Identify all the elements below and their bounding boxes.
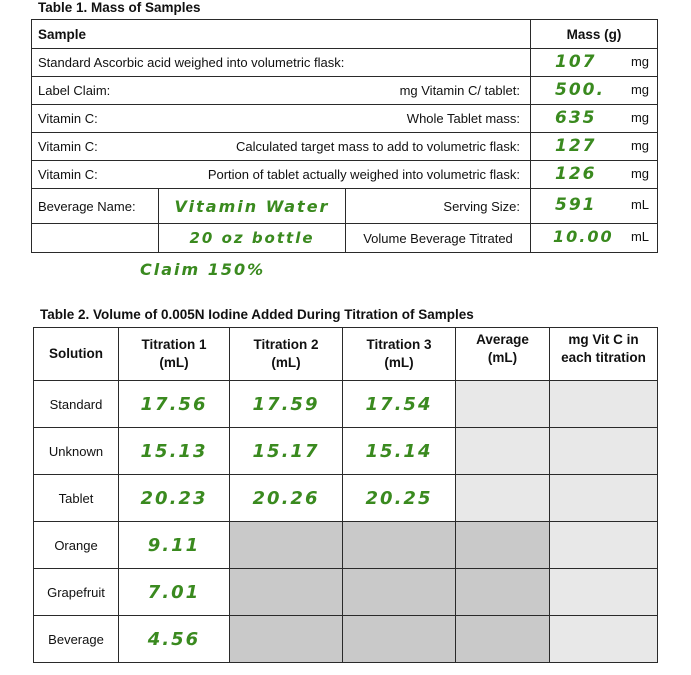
row-label: Vitamin C: xyxy=(32,133,159,161)
mg-vit-c-cell[interactable] xyxy=(550,522,658,569)
titration-3-cell-shaded xyxy=(343,522,456,569)
mass-unit: mg xyxy=(630,82,649,97)
header-average: Average (mL) xyxy=(456,328,550,381)
table1-row xyxy=(32,49,658,77)
table-row-orange xyxy=(34,522,658,569)
average-cell[interactable] xyxy=(456,428,550,475)
volume-titrated-label: Volume Beverage Titrated xyxy=(346,224,531,253)
titration-3-cell[interactable]: 20.25 xyxy=(343,475,456,522)
average-cell-shaded xyxy=(456,569,550,616)
table1-row xyxy=(32,77,658,105)
titration-1-cell[interactable]: 9.11 xyxy=(119,522,230,569)
titration-2-cell[interactable]: 15.17 xyxy=(230,428,343,475)
volume-titrated-cell[interactable] xyxy=(531,224,658,253)
titration-1-cell[interactable]: 7.01 xyxy=(119,569,230,616)
mass-unit: mg xyxy=(630,166,649,181)
row-label: Vitamin C: xyxy=(32,105,159,133)
mass-unit: mg xyxy=(630,138,649,153)
titration-1-cell[interactable]: 15.13 xyxy=(119,428,230,475)
beverage-name-line2-cell[interactable] xyxy=(159,224,346,253)
titration-volume-table xyxy=(33,327,658,663)
row-label: Label Claim: xyxy=(32,77,159,105)
titration-2-cell[interactable]: 17.59 xyxy=(230,381,343,428)
header-titration-3: Titration 3 (mL) xyxy=(343,328,456,381)
beverage-name-label: Beverage Name: xyxy=(32,189,159,224)
titration-1-cell[interactable]: 17.56 xyxy=(119,381,230,428)
solution-label: Beverage xyxy=(34,616,119,663)
table-row-standard xyxy=(34,381,658,428)
serving-size-unit: mL xyxy=(630,197,649,212)
serving-size-value: 591 xyxy=(555,195,597,215)
solution-label: Tablet xyxy=(34,475,119,522)
solution-label: Orange xyxy=(34,522,119,569)
header-mg-vit-c: mg Vit C in each titration xyxy=(550,328,658,381)
table2-title: Table 2. Volume of 0.005N Iodine Added During Titration of Samples xyxy=(40,307,474,322)
empty-cell xyxy=(32,224,159,253)
mass-of-samples-table xyxy=(31,19,658,253)
titration-3-cell-shaded xyxy=(343,569,456,616)
mass-value: 127 xyxy=(555,136,597,156)
titration-3-cell[interactable]: 15.14 xyxy=(343,428,456,475)
table-row-beverage xyxy=(34,616,658,663)
titration-3-cell-shaded xyxy=(343,616,456,663)
table1-header-row xyxy=(32,20,658,49)
volume-titrated-value: 10.00 xyxy=(553,227,614,246)
beverage-name-line2: 20 oz bottle xyxy=(189,229,315,247)
mass-header: Mass (g) xyxy=(531,20,658,49)
beverage-name-row xyxy=(32,189,658,224)
table1-row xyxy=(32,105,658,133)
mass-unit: mg xyxy=(630,54,649,69)
table-row-unknown xyxy=(34,428,658,475)
mass-cell[interactable] xyxy=(531,49,658,77)
mass-cell[interactable] xyxy=(531,161,658,189)
beverage-volume-row xyxy=(32,224,658,253)
average-cell-shaded xyxy=(456,616,550,663)
titration-3-cell[interactable]: 17.54 xyxy=(343,381,456,428)
titration-1-cell[interactable]: 4.56 xyxy=(119,616,230,663)
row-sublabel: mg Vitamin C/ tablet: xyxy=(159,77,531,105)
table1-title: Table 1. Mass of Samples xyxy=(38,0,201,15)
mg-vit-c-cell[interactable] xyxy=(550,475,658,522)
mass-unit: mg xyxy=(630,110,649,125)
solution-label: Standard xyxy=(34,381,119,428)
row-sublabel: Calculated target mass to add to volumetric flask: xyxy=(159,133,531,161)
average-cell-shaded xyxy=(456,522,550,569)
beverage-name-value: Vitamin Water xyxy=(174,196,330,216)
mass-cell[interactable] xyxy=(531,105,658,133)
volume-titrated-unit: mL xyxy=(630,229,649,244)
mg-vit-c-cell[interactable] xyxy=(550,616,658,663)
serving-size-cell[interactable] xyxy=(531,189,658,224)
titration-2-cell-shaded xyxy=(230,522,343,569)
mg-vit-c-cell[interactable] xyxy=(550,381,658,428)
titration-2-cell-shaded xyxy=(230,569,343,616)
row-label: Standard Ascorbic acid weighed into volumetric flask: xyxy=(32,49,531,77)
titration-2-cell-shaded xyxy=(230,616,343,663)
row-sublabel: Whole Tablet mass: xyxy=(159,105,531,133)
mass-value: 107 xyxy=(555,52,597,72)
solution-label: Unknown xyxy=(34,428,119,475)
header-titration-1: Titration 1 (mL) xyxy=(119,328,230,381)
table1-row xyxy=(32,133,658,161)
row-label: Vitamin C: xyxy=(32,161,159,189)
serving-size-label: Serving Size: xyxy=(346,189,531,224)
row-sublabel: Portion of tablet actually weighed into volumetric flask: xyxy=(159,161,531,189)
header-titration-2: Titration 2 (mL) xyxy=(230,328,343,381)
average-cell[interactable] xyxy=(456,475,550,522)
mass-value: 635 xyxy=(555,108,597,128)
average-cell[interactable] xyxy=(456,381,550,428)
mass-value: 126 xyxy=(555,164,597,184)
solution-label: Grapefruit xyxy=(34,569,119,616)
header-solution: Solution xyxy=(34,328,119,381)
mass-cell[interactable] xyxy=(531,133,658,161)
table-row-grapefruit xyxy=(34,569,658,616)
mg-vit-c-cell[interactable] xyxy=(550,428,658,475)
table1-row xyxy=(32,161,658,189)
mass-cell[interactable] xyxy=(531,77,658,105)
beverage-name-cell[interactable] xyxy=(159,189,346,224)
mass-value: 500. xyxy=(555,80,605,100)
titration-1-cell[interactable]: 20.23 xyxy=(119,475,230,522)
mg-vit-c-cell[interactable] xyxy=(550,569,658,616)
sample-header: Sample xyxy=(32,20,531,49)
table-row-tablet xyxy=(34,475,658,522)
handwritten-claim-note: Claim 150% xyxy=(140,260,266,279)
table2-header-row xyxy=(34,328,658,381)
titration-2-cell[interactable]: 20.26 xyxy=(230,475,343,522)
